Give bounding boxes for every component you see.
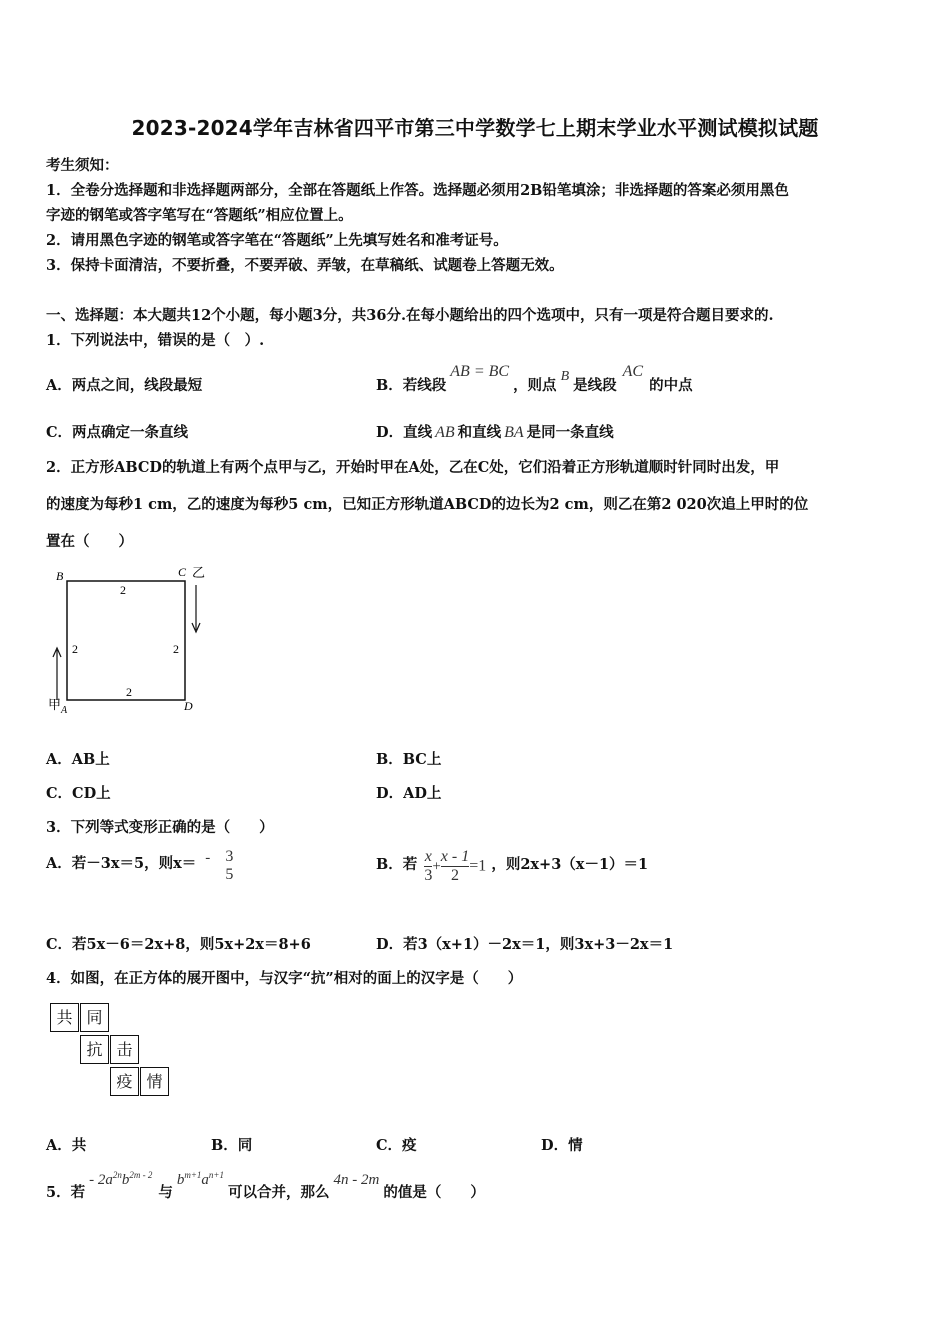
q1-b-mid: ，则点: [513, 377, 557, 394]
q3-a-fraction: [225, 848, 233, 884]
q3-b-eq: =1: [469, 857, 487, 875]
cube-cell-ji: 击: [110, 1035, 139, 1064]
q2-option-d: D．AD上: [376, 785, 442, 802]
side-bottom: 2: [126, 685, 132, 699]
q1-d-pre: D．直线: [376, 424, 433, 441]
q5-expr1-sup2: 2m - 2: [129, 1170, 153, 1180]
label-yi: 乙: [192, 566, 206, 581]
cube-cell-tong: 同: [80, 1003, 109, 1032]
q2-square-figure: [40, 560, 230, 720]
q3-b-plus: +: [432, 858, 441, 875]
q5-expr2-sup2: n+1: [208, 1170, 224, 1180]
notice-heading: 考生须知：: [46, 157, 119, 174]
q1-b-post: 的中点: [649, 377, 693, 394]
cube-cell-kang: 抗: [80, 1035, 109, 1064]
q5-pre: 5．若: [46, 1184, 86, 1201]
square-track: [67, 581, 185, 700]
q5-expr-1: [89, 1172, 152, 1188]
page-title: 2023-2024学年吉林省四平市第三中学数学七上期末学业水平测试模拟试题: [131, 116, 819, 140]
q3-a-den: 5: [225, 866, 234, 883]
notice-line-1b: 字迹的钢笔或答字笔写在“答题纸”相应位置上。: [46, 207, 353, 224]
side-right: 2: [173, 642, 179, 656]
q1-b-pre: B．若线段: [376, 377, 447, 394]
q3-b-f2-den: 2: [441, 866, 469, 885]
q5-post: 的值是（ ）: [383, 1184, 485, 1201]
q5-mid2: 可以合并，那么: [228, 1184, 330, 1201]
q5-expr-3: 4n - 2m: [333, 1172, 380, 1188]
q3-b-f1-num: x: [424, 848, 432, 865]
q1-option-a: A．两点之间，线段最短: [46, 377, 203, 394]
q1-b-math-1: AB = BC: [450, 363, 510, 380]
q3-b-pre: B．若: [376, 855, 418, 873]
q3-a-neg: -: [205, 850, 211, 866]
q1-option-d: [376, 421, 614, 442]
q4-option-c: C．疫: [376, 1137, 417, 1154]
cube-cell-gong: 共: [50, 1003, 79, 1032]
label-a: A: [61, 705, 68, 716]
q1-b-math-3: AC: [622, 363, 644, 380]
side-left: 2: [72, 642, 78, 656]
q5-expr2-a: a: [201, 1172, 209, 1188]
label-b: B: [56, 569, 64, 583]
q3-a-num: 3: [225, 848, 234, 865]
q1-d-post: 是同一条直线: [526, 424, 614, 441]
q3-option-b: [376, 848, 648, 885]
q1-d-math-2: BA: [504, 424, 524, 441]
q2-line-2: 的速度为每秒1 cm，乙的速度为每秒5 cm，已知正方形轨道ABCD的边长为2 cm，则乙在第2 020次追上甲时的位: [46, 496, 809, 513]
q3-b-f2-num: x - 1: [440, 848, 470, 865]
q2-option-a: A．AB上: [46, 751, 110, 768]
cube-cell-yi: 疫: [110, 1067, 139, 1096]
q2-option-b: B．BC上: [376, 751, 442, 768]
q1-b-math-2: B: [560, 369, 570, 384]
q2-option-c: C．CD上: [46, 785, 111, 802]
q5-expr2-b: b: [176, 1172, 185, 1188]
q1-d-math-1: AB: [435, 424, 455, 441]
q4-option-d: D．情: [541, 1137, 583, 1154]
q4-stem: 4．如图，在正方体的展开图中，与汉字“抗”相对的面上的汉字是（ ）: [46, 970, 523, 987]
q3-a-pre: A．若－3x＝5，则x＝: [46, 855, 197, 872]
q3-option-a: [46, 848, 233, 884]
side-top: 2: [120, 583, 126, 597]
label-jia: 甲: [48, 698, 62, 713]
q3-b-post: ，则2x+3（x－1）＝1: [491, 855, 649, 873]
q3-option-d: D．若3（x+1）－2x＝1，则3x+3－2x＝1: [376, 936, 674, 953]
q5-stem: [46, 1168, 485, 1201]
q5-expr-2: [177, 1172, 224, 1188]
q1-stem: 1．下列说法中，错误的是（ ）.: [46, 332, 265, 349]
section-heading: 一、选择题：本大题共12个小题，每小题3分，共36分.在每小题给出的四个选项中，只有一项是符合题目要求的.: [46, 307, 774, 324]
q3-stem: 3．下列等式变形正确的是（ ）: [46, 819, 274, 836]
q4-option-b: B．同: [211, 1137, 253, 1154]
q5-mid: 与: [158, 1184, 173, 1201]
q1-b-mid2: 是线段: [573, 377, 617, 394]
cube-net: [50, 1003, 175, 1098]
q5-expr2-sup1: m+1: [184, 1170, 202, 1180]
q1-option-c: C．两点确定一条直线: [46, 424, 189, 441]
notice-line-1a: 1．全卷分选择题和非选择题两部分，全部在答题纸上作答。选择题必须用2B铅笔填涂；非选择题的答案必须用黑色: [46, 182, 789, 199]
q4-option-a: A．共: [46, 1137, 87, 1154]
q3-b-f1-den: 3: [424, 867, 433, 884]
q3-option-c: C．若5x－6＝2x+8，则5x+2x＝8+6: [46, 936, 311, 953]
q5-expr1-sup1: 2n: [112, 1170, 122, 1180]
q2-line-1: 2．正方形ABCD的轨道上有两个点甲与乙，开始时甲在A处，乙在C处，它们沿着正方形轨道顺时针同时出发，甲: [46, 459, 780, 476]
q1-option-b: [376, 362, 693, 394]
label-c: C: [178, 565, 187, 579]
q5-expr1-coef: - 2a: [89, 1172, 113, 1188]
q3-b-fraction-2: [441, 848, 469, 885]
notice-line-2: 2．请用黑色字迹的钢笔或答字笔在“答题纸”上先填写姓名和准考证号。: [46, 232, 508, 249]
q5-expr1-b: b: [121, 1172, 130, 1188]
notice-line-3: 3．保持卡面清洁，不要折叠，不要弄破、弄皱，在草稿纸、试题卷上答题无效。: [46, 257, 564, 274]
q1-d-mid: 和直线: [457, 424, 502, 441]
q2-line-3: 置在（ ）: [46, 533, 133, 550]
cube-cell-qing: 情: [140, 1067, 169, 1096]
label-d: D: [184, 699, 193, 713]
